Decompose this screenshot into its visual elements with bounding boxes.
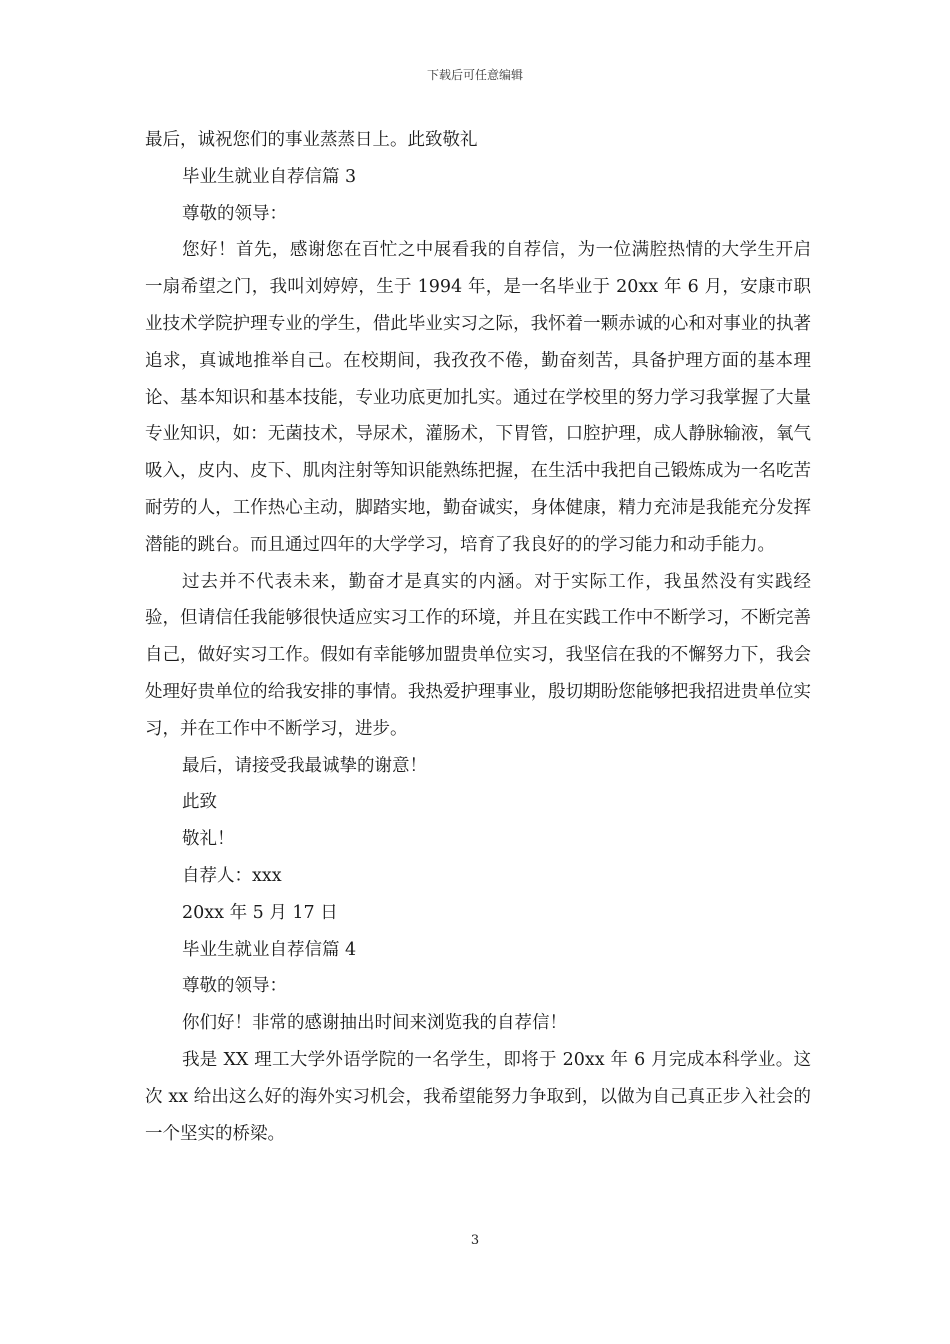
section-title-3: 毕业生就业自荐信篇 3 <box>182 166 357 187</box>
body-paragraph-intro: 您好！首先，感谢您在百忙之中展看我的自荐信，为一位满腔热情的大学生开启一扇希望之门，我叫刘婷婷，生于 1994 年，是一名毕业于 20xx 年 6 月，安康市职业技术学院护理专业的学生，借此毕业实习之际，我怀着一颗赤诚的心和对事业的执著追求，真诚地推举自己。在校期间，我孜孜不倦，勤奋刻苦，具备护理方面的基本理论、基本知识和基本技能，专业功底更加扎实。通过在学校里的努力学习我掌握了大量专业知识，如：无菌技术，导尿术，灌肠术，下胃管，口腔护理，成人静脉输液，氧气吸入，皮内、皮下、肌肉注射等知识能熟练把握，在生活中我把自己锻炼成为一名吃苦耐劳的人，工作热心主动，脚踏实地，勤奋诚实，身体健康，精力充沛是我能充分发挥潜能的跳台。而且通过四年的大学学习，培育了我良好的的学习能力和动手能力。 <box>145 240 811 555</box>
body-paragraph-future: 过去并不代表未来，勤奋才是真实的内涵。对于实际工作，我虽然没有实践经验，但请信任我能够很快适应实习工作的环境，并且在实践工作中不断学习，不断完善自己，做好实习工作。假如有幸能够加盟贵单位实习，我坚信在我的不懈努力下，我会处理好贵单位的给我安排的事情。我热爱护理事业，殷切期盼您能够把我招进贵单位实习，并在工作中不断学习，进步。 <box>145 571 811 739</box>
page-header: 下载后可任意编辑 <box>426 68 523 82</box>
salutation: 尊敬的领导： <box>182 203 287 224</box>
date-line: 20xx 年 5 月 17 日 <box>182 902 338 923</box>
section-title-4: 毕业生就业自荐信篇 4 <box>182 939 357 960</box>
signature-line: 自荐人：xxx <box>182 865 282 886</box>
closing-cizhi: 此致 <box>182 792 217 813</box>
closing-line: 最后，诚祝您们的事业蒸蒸日上。此致敬礼 <box>145 130 478 150</box>
body-paragraph-student: 我是 XX 理工大学外语学院的一名学生，即将于 20xx 年 6 月完成本科学业。这次 xx 给出这么好的海外实习机会，我希望能努力争取到，以做为自己真正步入社会的一个坚实的桥梁。 <box>145 1049 811 1144</box>
closing-jingli: 敬礼！ <box>182 829 235 850</box>
document-body <box>145 122 811 1152</box>
page-number: 3 <box>470 1233 480 1248</box>
salutation-2: 尊敬的领导： <box>182 976 287 997</box>
thanks-line: 最后，请接受我最诚挚的谢意！ <box>182 755 427 776</box>
greeting-line: 你们好！非常的感谢抽出时间来浏览我的自荐信！ <box>182 1013 567 1034</box>
